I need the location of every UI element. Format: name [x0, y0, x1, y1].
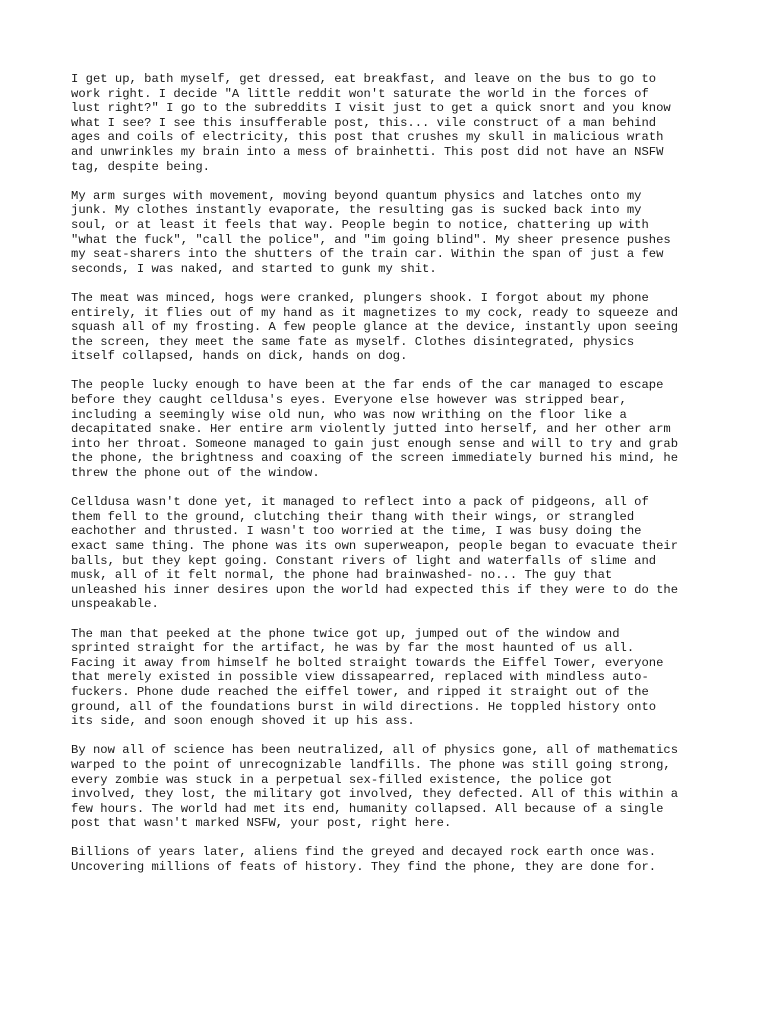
text-line: junk. My clothes instantly evaporate, the resulting gas is sucked back into my	[71, 203, 642, 218]
paragraph	[71, 291, 711, 364]
paragraph	[71, 845, 711, 874]
text-line: and unwrinkles my brain into a mess of brainhetti. This post did not have an NSFW	[71, 144, 664, 159]
text-line: them fell to the ground, clutching their thang with their wings, or strangled	[71, 509, 635, 524]
text-line: sprinted straight for the artifact, he was by far the most haunted of us all.	[71, 641, 635, 656]
text-line: before they caught celldusa's eyes. Everyone else however was stripped bear,	[71, 393, 627, 408]
paragraph	[71, 627, 711, 729]
text-line: tag, despite being.	[71, 159, 210, 174]
text-line: "what the fuck", "call the police", and "im going blind". My sheer presence pushes	[71, 232, 671, 247]
text-line: that merely existed in possible view dissapearred, replaced with mindless auto-	[71, 670, 649, 685]
text-line: into her throat. Someone managed to gain just enough sense and will to try and grab	[71, 436, 679, 451]
text-line: balls, but they kept going. Constant rivers of light and waterfalls of slime and	[71, 553, 657, 568]
text-line: Facing it away from himself he bolted straight towards the Eiffel Tower, everyone	[71, 655, 664, 670]
text-line: musk, all of it felt normal, the phone had brainwashed- no... The guy that	[71, 568, 613, 583]
paragraph	[71, 189, 711, 277]
text-line: the phone, the brightness and coaxing of the screen immediately burned his mind, he	[71, 451, 679, 466]
text-line: itself collapsed, hands on dick, hands on dog.	[71, 349, 408, 364]
text-line: squash all of my frosting. A few people glance at the device, instantly upon seeing	[71, 320, 679, 335]
paragraph	[71, 495, 711, 612]
text-line: lust right?" I go to the subreddits I visit just to get a quick snort and you know	[71, 101, 671, 116]
text-line: entirely, it flies out of my hand as it magnetizes to my cock, ready to squeeze and	[71, 305, 679, 320]
text-line: Celldusa wasn't done yet, it managed to reflect into a pack of pidgeons, all of	[71, 495, 649, 510]
text-line: warped to the point of unrecognizable landfills. The phone was still going strong,	[71, 757, 671, 772]
text-line: its side, and soon enough shoved it up his ass.	[71, 714, 415, 729]
text-line: The people lucky enough to have been at the far ends of the car managed to escape	[71, 378, 664, 393]
text-line: post that wasn't marked NSFW, your post, right here.	[71, 816, 452, 831]
text-line: what I see? I see this insufferable post, this... vile construct of a man behind	[71, 115, 657, 130]
text-line: soul, or at least it feels that way. People begin to notice, chattering up with	[71, 217, 649, 232]
text-line: exact same thing. The phone was its own superweapon, people began to evacuate their	[71, 539, 679, 553]
text-line: my seat-sharers into the shutters of the train car. Within the span of just a few	[71, 247, 664, 262]
text-line: threw the phone out of the window.	[71, 466, 320, 481]
paragraph	[71, 72, 711, 174]
text-line: The meat was minced, hogs were cranked, plungers shook. I forgot about my phone	[71, 290, 649, 305]
paragraph	[71, 378, 711, 480]
document-body	[71, 72, 711, 889]
text-line: I get up, bath myself, get dressed, eat breakfast, and leave on the bus to go to	[71, 72, 657, 86]
text-line: Billions of years later, aliens find the greyed and decayed rock earth once was.	[71, 845, 657, 860]
text-line: seconds, I was naked, and started to gunk my shit.	[71, 261, 437, 276]
text-line: Uncovering millions of feats of history. They find the phone, they are done for.	[71, 860, 657, 875]
text-line: involved, they lost, the military got involved, they defected. All of this within a	[71, 787, 679, 802]
text-line: ground, all of the foundations burst in wild directions. He toppled history onto	[71, 699, 657, 714]
text-line: decapitated snake. Her entire arm violently jutted into herself, and her other arm	[71, 422, 671, 437]
text-line: ages and coils of electricity, this post that crushes my skull in malicious wrath	[71, 130, 664, 145]
text-line: My arm surges with movement, moving beyond quantum physics and latches onto my	[71, 188, 642, 203]
text-line: unleashed his inner desires upon the world had expected this if they were to do the	[71, 582, 679, 597]
text-line: The man that peeked at the phone twice got up, jumped out of the window and	[71, 626, 620, 641]
text-line: few hours. The world had met its end, humanity collapsed. All because of a single	[71, 801, 664, 816]
text-line: work right. I decide "A little reddit won't saturate the world in the forces of	[71, 86, 649, 101]
text-line: unspeakable.	[71, 597, 159, 612]
text-line: every zombie was stuck in a perpetual sex-filled existence, the police got	[71, 772, 613, 787]
text-line: By now all of science has been neutralized, all of physics gone, all of mathematics	[71, 743, 679, 758]
text-line: the screen, they meet the same fate as myself. Clothes disintegrated, physics	[71, 334, 635, 349]
text-line: eachother and thrusted. I wasn't too worried at the time, I was busy doing the	[71, 524, 642, 539]
text-line: fuckers. Phone dude reached the eiffel tower, and ripped it straight out of the	[71, 684, 649, 699]
paragraph	[71, 743, 711, 831]
text-line: including a seemingly wise old nun, who was now writhing on the floor like a	[71, 407, 627, 422]
